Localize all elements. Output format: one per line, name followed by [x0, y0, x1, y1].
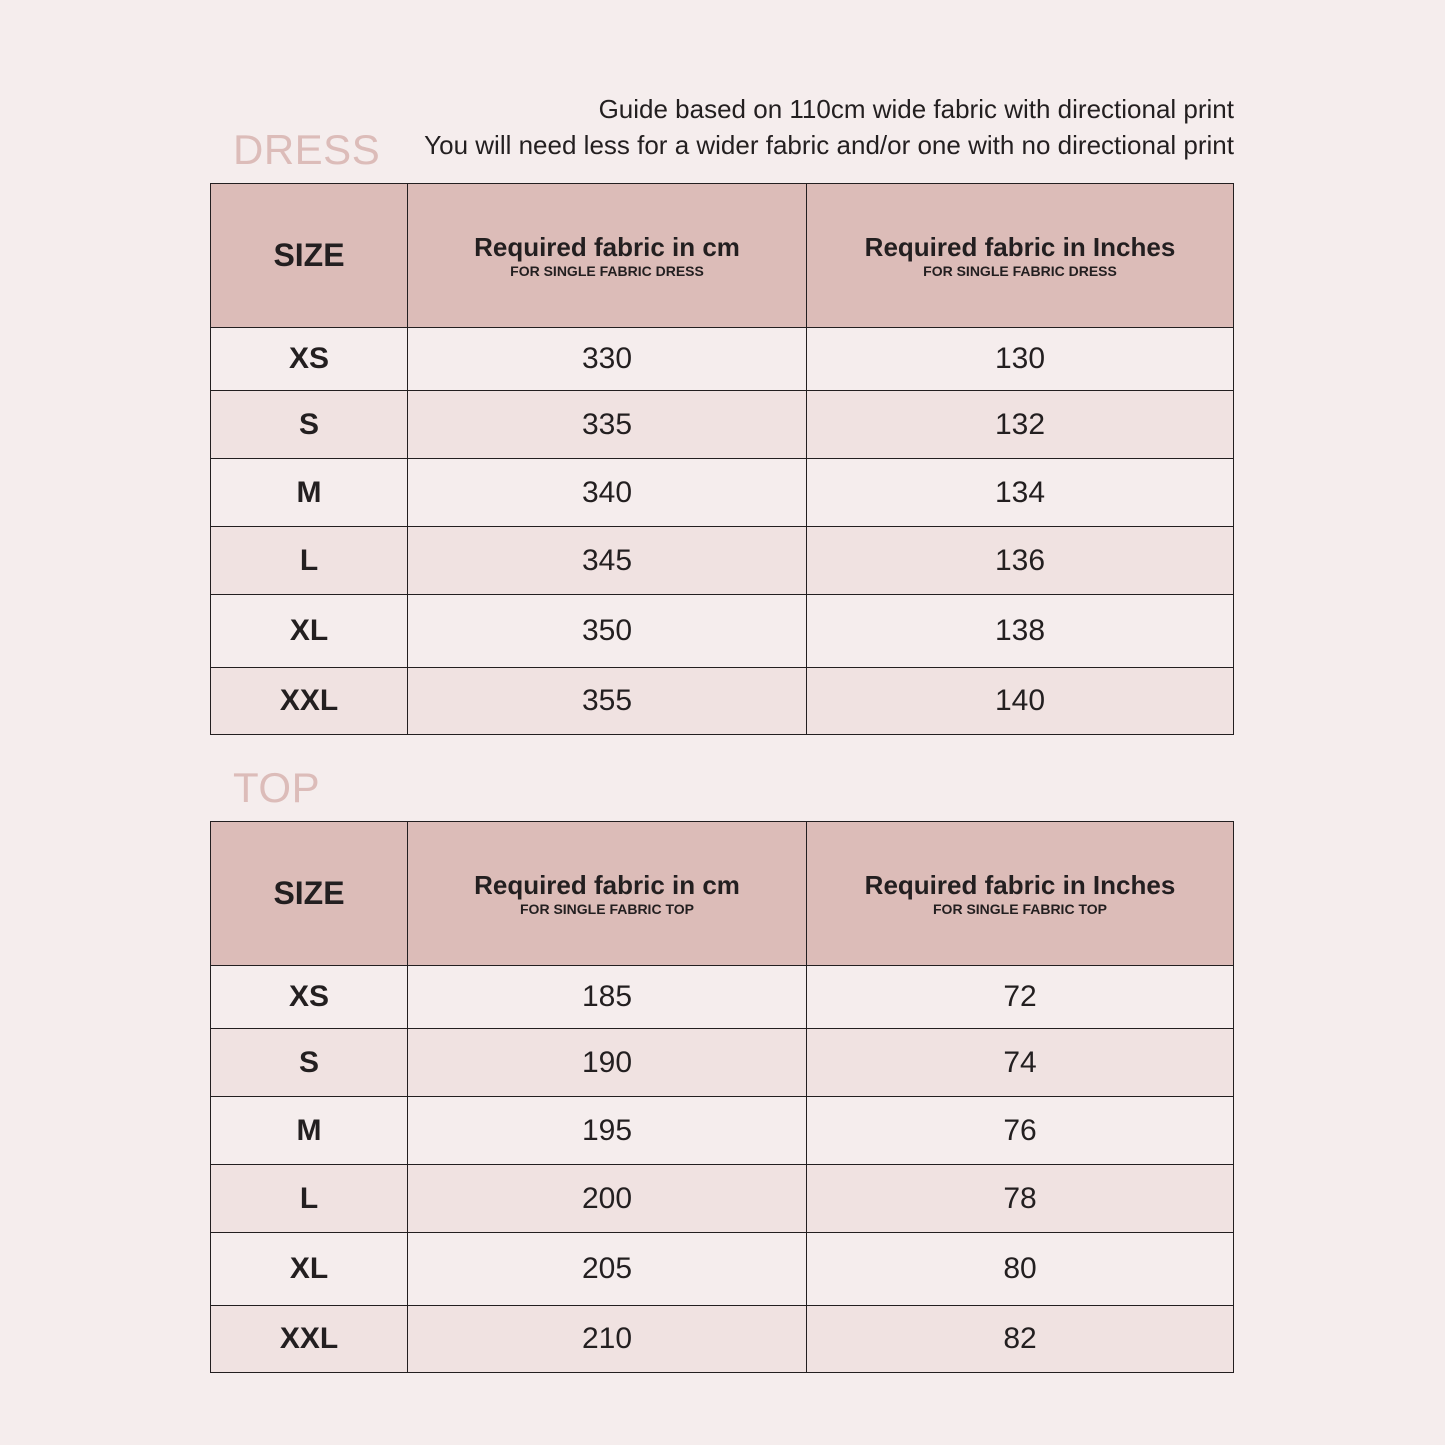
- inches-header-label: Required fabric in Inches: [864, 232, 1176, 262]
- cm-cell: 335: [408, 391, 807, 459]
- inches-cell: 82: [807, 1306, 1234, 1373]
- inches-cell: 80: [807, 1233, 1234, 1306]
- inches-cell: 136: [807, 527, 1234, 595]
- table-row: [211, 595, 1234, 668]
- size-cell: XS: [211, 966, 408, 1029]
- inches-header-sublabel: FOR SINGLE FABRIC DRESS: [923, 263, 1117, 279]
- size-cell: L: [211, 1165, 408, 1233]
- cm-cell: 340: [408, 459, 807, 527]
- size-cell: XS: [211, 328, 408, 391]
- dress-fabric-table: [210, 183, 1234, 735]
- size-header: SIZE: [211, 822, 408, 966]
- inches-cell: 138: [807, 595, 1234, 668]
- cm-cell: 190: [408, 1029, 807, 1097]
- inches-cell: 76: [807, 1097, 1234, 1165]
- table-row: [211, 668, 1234, 735]
- table-row: [211, 1233, 1234, 1306]
- top-section-title: TOP: [233, 764, 321, 811]
- inches-header: [807, 184, 1234, 328]
- size-cell: XL: [211, 595, 408, 668]
- size-cell: L: [211, 527, 408, 595]
- table-row: [211, 1097, 1234, 1165]
- size-cell: XXL: [211, 1306, 408, 1373]
- cm-header-label: Required fabric in cm: [474, 870, 740, 900]
- table-row: [211, 459, 1234, 527]
- size-cell: S: [211, 391, 408, 459]
- cm-cell: 210: [408, 1306, 807, 1373]
- inches-cell: 78: [807, 1165, 1234, 1233]
- inches-header: [807, 822, 1234, 966]
- size-cell: XXL: [211, 668, 408, 735]
- size-header: SIZE: [211, 184, 408, 328]
- inches-cell: 74: [807, 1029, 1234, 1097]
- table-row: [211, 1165, 1234, 1233]
- inches-header-label: Required fabric in Inches: [864, 870, 1176, 900]
- cm-cell: 350: [408, 595, 807, 668]
- cm-header-sublabel: FOR SINGLE FABRIC DRESS: [510, 263, 704, 279]
- cm-cell: 345: [408, 527, 807, 595]
- table-row: [211, 1029, 1234, 1097]
- cm-cell: 355: [408, 668, 807, 735]
- inches-cell: 134: [807, 459, 1234, 527]
- table-row: [211, 391, 1234, 459]
- cm-header-sublabel: FOR SINGLE FABRIC TOP: [520, 901, 694, 917]
- guide-note-line2: You will need less for a wider fabric and/or one with no directional print: [424, 130, 1234, 160]
- cm-cell: 195: [408, 1097, 807, 1165]
- cm-cell: 205: [408, 1233, 807, 1306]
- size-cell: M: [211, 1097, 408, 1165]
- inches-cell: 140: [807, 668, 1234, 735]
- inches-cell: 130: [807, 328, 1234, 391]
- table-row: [211, 966, 1234, 1029]
- table-row: [211, 328, 1234, 391]
- size-cell: XL: [211, 1233, 408, 1306]
- table-row: [211, 527, 1234, 595]
- cm-header: [408, 184, 807, 328]
- inches-cell: 132: [807, 391, 1234, 459]
- dress-section-title: DRESS: [233, 126, 381, 173]
- size-cell: S: [211, 1029, 408, 1097]
- cm-cell: 185: [408, 966, 807, 1029]
- cm-cell: 200: [408, 1165, 807, 1233]
- cm-cell: 330: [408, 328, 807, 391]
- cm-header-label: Required fabric in cm: [474, 232, 740, 262]
- inches-header-sublabel: FOR SINGLE FABRIC TOP: [933, 901, 1107, 917]
- guide-note-line1: Guide based on 110cm wide fabric with directional print: [598, 94, 1234, 124]
- size-cell: M: [211, 459, 408, 527]
- top-fabric-table: [210, 821, 1234, 1373]
- cm-header: [408, 822, 807, 966]
- inches-cell: 72: [807, 966, 1234, 1029]
- table-row: [211, 1306, 1234, 1373]
